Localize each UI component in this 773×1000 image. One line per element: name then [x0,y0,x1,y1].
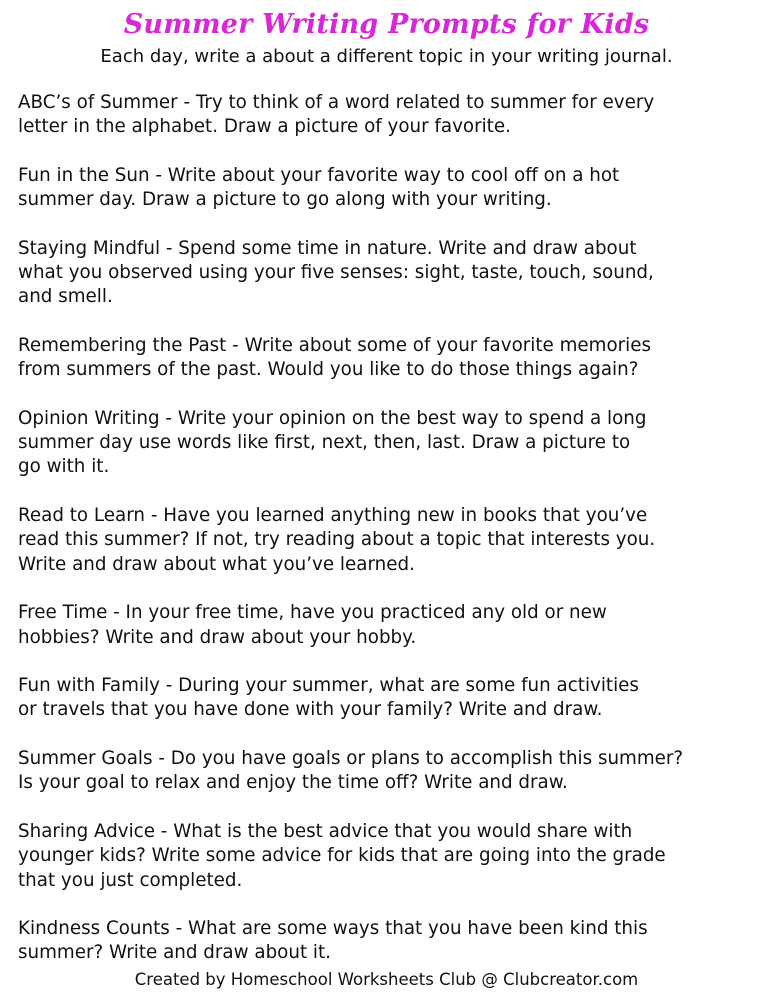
prompt-line: or travels that you have done with your family? Write and draw. [18,699,603,721]
prompt-remembering-the-past [18,334,768,383]
prompt-line: that you just completed. [18,869,243,891]
prompt-sharing-advice [18,820,768,893]
prompt-line: Read to Learn - Have you learned anything new in books that you’ve [18,505,648,527]
prompt-line: summer day. Draw a picture to go along with your writing. [18,189,552,211]
intro-text: Each day, write a about a different topic in your writing journal. [100,46,673,67]
prompt-fun-with-family [18,674,768,723]
prompt-line: Is your goal to relax and enjoy the time off? Write and draw. [18,772,568,794]
prompt-abcs-of-summer [18,91,768,140]
prompt-line: Sharing Advice - What is the best advice that you would share with [18,820,633,842]
prompt-line: Fun in the Sun - Write about your favorite way to cool off on a hot [18,164,620,186]
prompt-list [18,91,768,990]
prompt-line: summer day use words like first, next, then, last. Draw a picture to [18,432,631,454]
prompt-line: ABC’s of Summer - Try to think of a word related to summer for every [18,92,655,113]
prompt-line: Staying Mindful - Spend some time in nature. Write and draw about [18,237,637,259]
prompt-line: Write and draw about what you’ve learned. [18,553,415,575]
footer-credit: Created by Homeschool Worksheets Club @ Clubcreator.com [134,970,639,989]
prompt-line: Opinion Writing - Write your opinion on the best way to spend a long [18,407,647,429]
prompt-line: go with it. [18,456,110,478]
prompt-line: Fun with Family - During your summer, what are some fun activities [18,675,639,697]
prompt-read-to-learn [18,504,768,577]
prompt-line: letter in the alphabet. Draw a picture of your favorite. [18,116,511,138]
prompt-line: hobbies? Write and draw about your hobby. [18,626,417,648]
prompt-summer-goals [18,747,768,796]
prompt-kindness-counts [18,917,768,966]
prompt-line: Free Time - In your free time, have you practiced any old or new [18,602,607,624]
prompt-fun-in-the-sun [18,164,768,213]
prompt-line: read this summer? If not, try reading about a topic that interests you. [18,529,656,551]
page-title: Summer Writing Prompts for Kids [123,9,650,40]
prompt-line: Kindness Counts - What are some ways that you have been kind this [18,918,648,940]
prompt-staying-mindful [18,237,768,310]
prompt-line: from summers of the past. Would you like to do those things again? [18,359,639,381]
prompt-line: what you observed using your five senses: sight, taste, touch, sound, [18,262,654,284]
prompt-line: younger kids? Write some advice for kids that are going into the grade [18,845,666,867]
prompt-opinion-writing [18,407,768,480]
prompt-line: Summer Goals - Do you have goals or plans to accomplish this summer? [18,748,684,770]
prompt-line: and smell. [18,286,113,308]
prompt-free-time [18,601,768,650]
prompt-line: Remembering the Past - Write about some of your favorite memories [18,334,652,356]
prompt-line: summer? Write and draw about it. [18,942,331,964]
